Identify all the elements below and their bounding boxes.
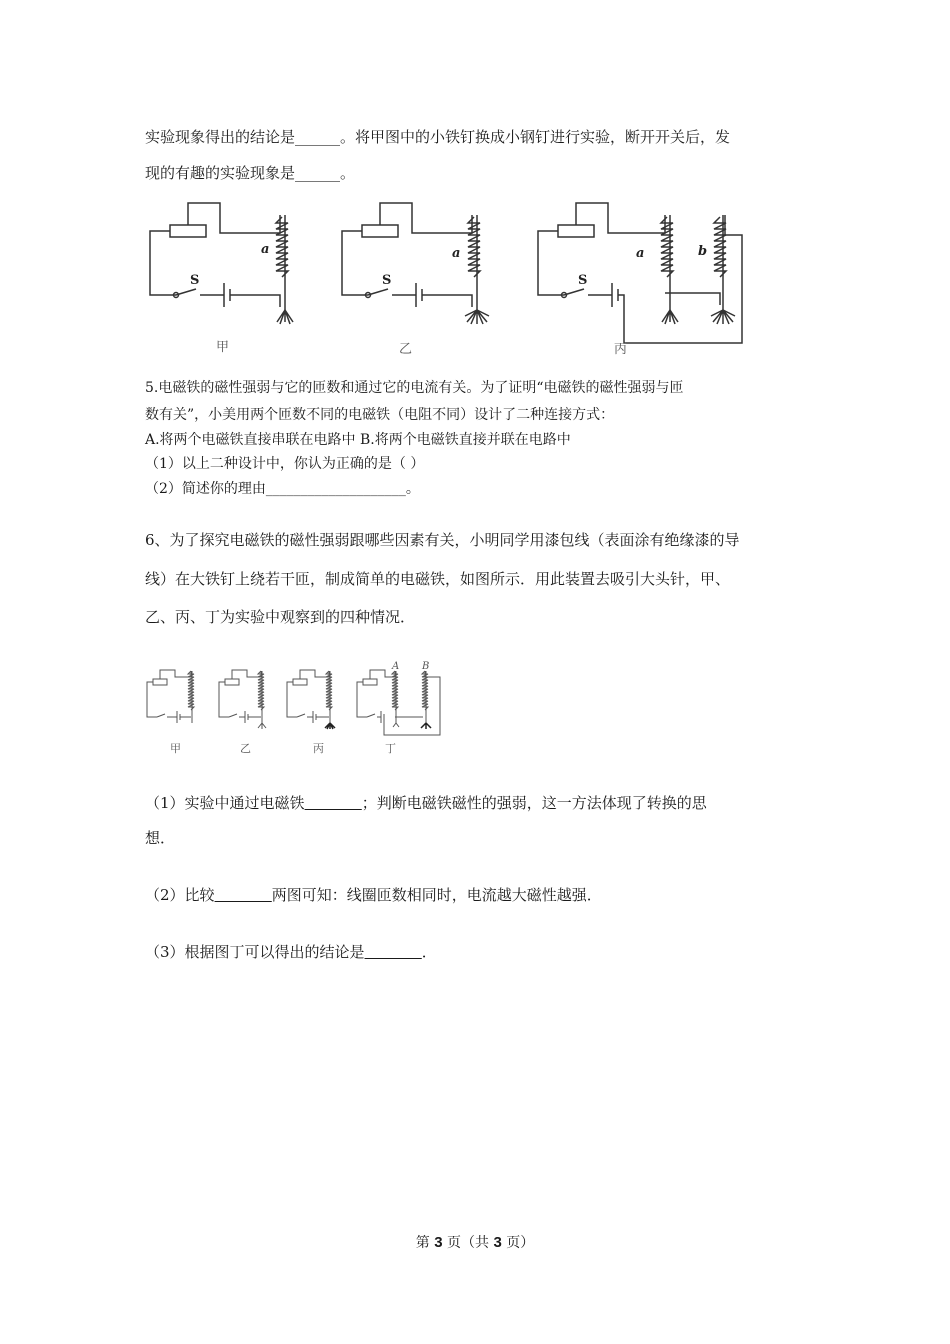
circuit-jia (150, 203, 293, 324)
q6-sub1-line2: 想． (145, 829, 176, 847)
q5-option-line: A.将两个电磁铁直接串联在电路中 B.将两个电磁铁直接并联在电路中 (145, 432, 571, 448)
switch-label-yi: S (382, 273, 392, 288)
q6-text-line1: 6、为了探究电磁铁的磁性强弱跟哪些因素有关，小明同学用漆包线（表面涂有绝缘漆的导 (145, 531, 740, 549)
coil-label-a-yi: a (452, 246, 461, 261)
q6-fig-label-ding: 丁 (385, 742, 396, 755)
q6-circuit-figure (145, 665, 445, 745)
footer-mid: 页（共 (447, 1235, 489, 1251)
small-circuit-ding (357, 670, 440, 735)
q4-text-line1: 实验现象得出的结论是______。将甲图中的小铁钉换成小钢钉进行实验，断开开关后，发 (145, 128, 731, 146)
q6-sub3-prefix: （3）根据图丁可以得出的结论是 (145, 943, 365, 961)
q6-sub1-prefix: （1）实验中通过电磁铁 (145, 794, 305, 812)
footer-post: 页） (506, 1235, 535, 1251)
small-circuit-yi (219, 670, 266, 729)
q6-coil-label-B: B (422, 661, 430, 672)
coil-label-a-jia: a (261, 242, 270, 257)
footer-page-number: 3 (434, 1234, 443, 1251)
switch-label-jia: S (190, 273, 200, 288)
q6-fig-label-bing: 丙 (313, 742, 324, 755)
q6-sub3-suffix: ． (421, 943, 437, 961)
fig-label-yi: 乙 (399, 342, 413, 357)
q5-text-line1: 5.电磁铁的磁性强弱与它的匝数和通过它的电流有关。为了证明“电磁铁的磁性强弱与匝 (145, 380, 684, 396)
q6-text-line2: 线）在大铁钉上绕若干匝，制成简单的电磁铁，如图所示．用此装置去吸引大头针，甲、 (145, 570, 731, 588)
q6-sub2-suffix: 两图可知：线圈匝数相同时，电流越大磁性越强． (271, 886, 602, 904)
q4-circuit-figure (140, 195, 760, 360)
coil-label-b-bing: b (698, 244, 708, 259)
q6-sub3 (145, 942, 437, 962)
q6-sub2-blank (215, 886, 272, 904)
q6-sub3-blank (365, 943, 422, 961)
q6-sub1-line1 (145, 793, 707, 813)
coil-label-a-bing: a (636, 246, 645, 261)
fig-label-bing: 丙 (614, 342, 628, 357)
q6-sub2 (145, 885, 602, 905)
q6-sub1-suffix: ；判断电磁铁磁性的强弱，这一方法体现了转换的思 (361, 794, 707, 812)
q6-fig-label-yi: 乙 (240, 742, 251, 755)
circuit-bing (538, 203, 742, 343)
circuit-yi (342, 203, 489, 324)
q6-sub2-prefix: （2）比较 (145, 886, 215, 904)
q5-sub2: （2）简述你的理由____________________。 (145, 481, 420, 497)
small-circuit-jia (147, 670, 194, 723)
q6-sub1-blank (305, 794, 362, 812)
q5-sub1: （1）以上二种设计中，你认为正确的是（ ） (145, 456, 425, 472)
q6-text-line3: 乙、丙、丁为实验中观察到的四种情况． (145, 608, 416, 626)
q4-text-line2: 现的有趣的实验现象是______。 (145, 164, 356, 182)
small-circuit-bing (287, 670, 335, 729)
page-footer (0, 1232, 950, 1252)
switch-label-bing: S (578, 273, 588, 288)
q6-coil-label-A: A (392, 661, 400, 672)
footer-pre: 第 (415, 1235, 430, 1251)
footer-total-pages: 3 (493, 1234, 502, 1251)
fig-label-jia: 甲 (216, 340, 230, 355)
q5-text-line2: 数有关”，小美用两个匝数不同的电磁铁（电阻不同）设计了二种连接方式： (145, 407, 615, 423)
q6-fig-label-jia: 甲 (170, 742, 181, 755)
